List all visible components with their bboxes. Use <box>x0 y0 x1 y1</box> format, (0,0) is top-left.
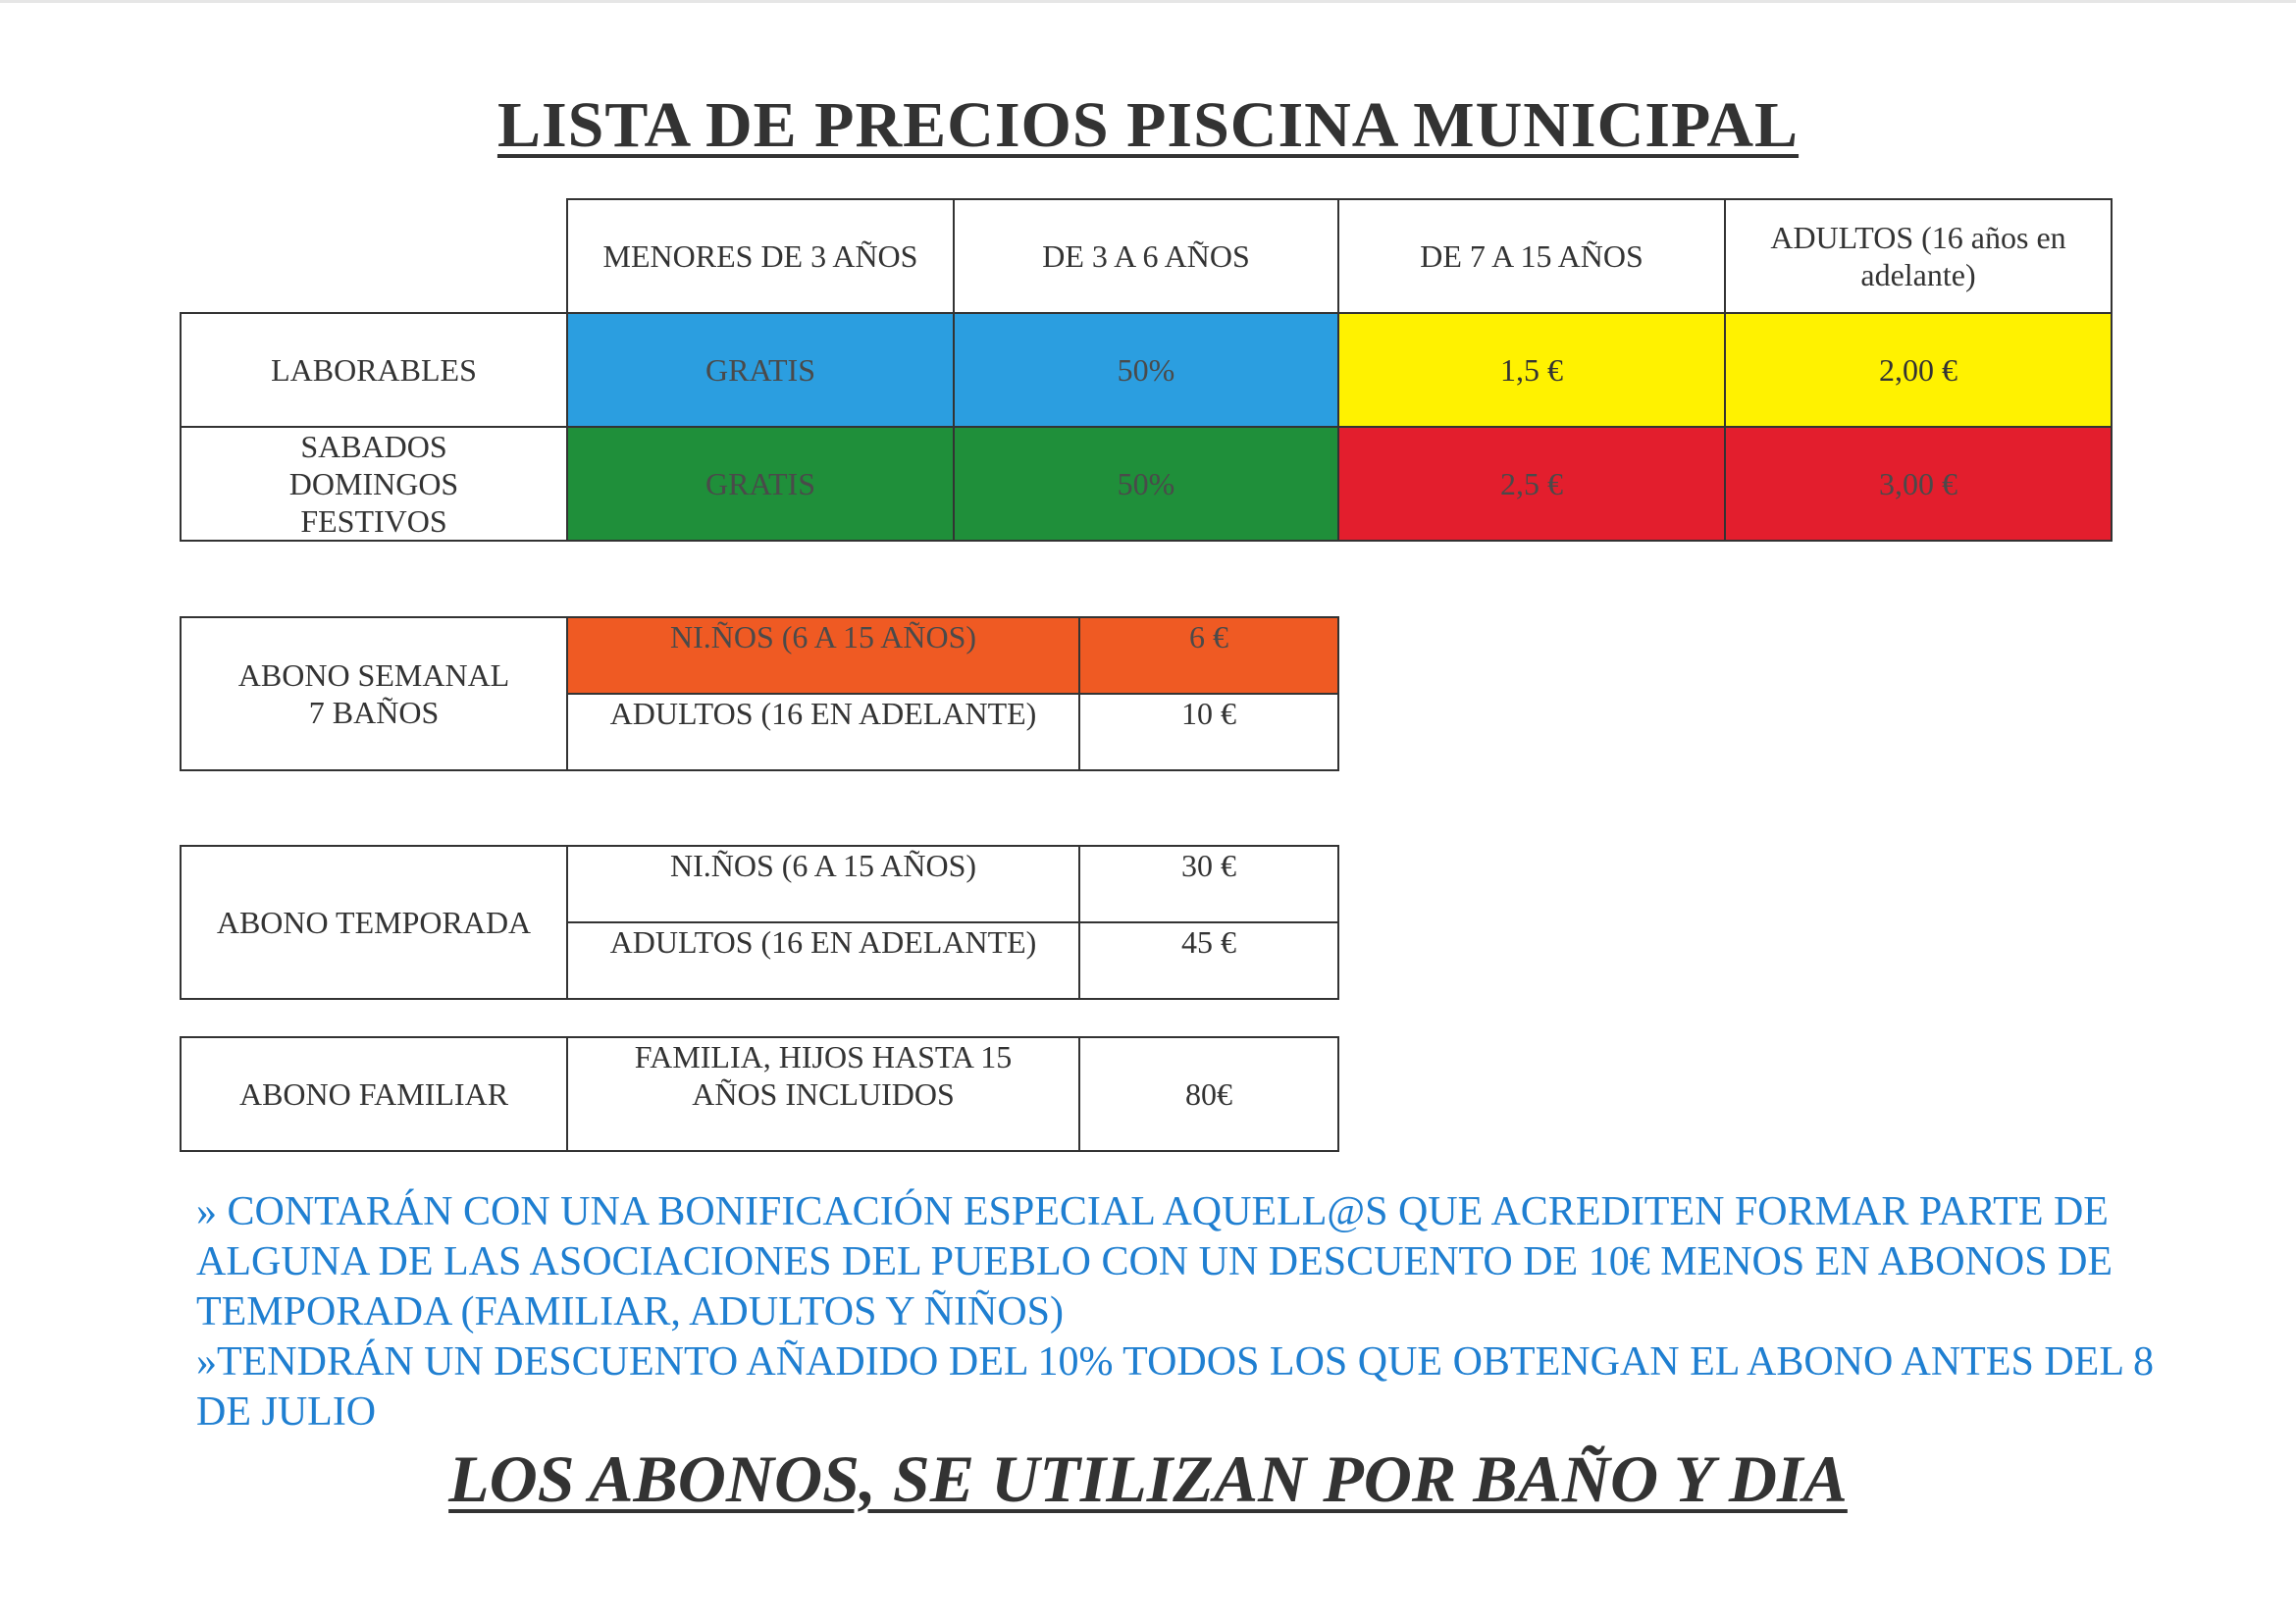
price-header-row <box>181 199 2112 313</box>
header-under-3: MENORES DE 3 AÑOS <box>567 199 954 313</box>
weekly-pass-label-line1: ABONO SEMANAL <box>237 657 510 693</box>
price-weekend-under-3: GRATIS <box>567 427 954 541</box>
price-table <box>180 198 2113 542</box>
weekly-pass-adults-price: 10 € <box>1079 694 1338 770</box>
family-pass-row <box>181 1037 1338 1151</box>
season-pass-kids-category: NI.ÑOS (6 A 15 AÑOS) <box>567 846 1079 922</box>
weekly-pass-kids-category: NI.ÑOS (6 A 15 AÑOS) <box>567 617 1079 694</box>
season-pass-adults-price: 45 € <box>1079 922 1338 999</box>
header-corner-cell <box>181 199 567 313</box>
season-pass-row-kids <box>181 846 1338 922</box>
weekly-pass-adults-category: ADULTOS (16 EN ADELANTE) <box>567 694 1079 770</box>
weekly-pass-label-line2: 7 BAÑOS <box>308 695 440 730</box>
season-pass-adults-category: ADULTOS (16 EN ADELANTE) <box>567 922 1079 999</box>
price-weekday-7-to-15: 1,5 € <box>1338 313 1725 427</box>
price-weekday-adults: 2,00 € <box>1725 313 2112 427</box>
weekly-pass-table <box>180 616 1339 771</box>
note-early-discount: »TENDRÁN UN DESCUENTO AÑADIDO DEL 10% TODOS LOS QUE OBTENGAN EL ABONO ANTES DEL 8 DE JULIO <box>196 1339 2154 1435</box>
family-pass-table <box>180 1036 1339 1152</box>
price-row-weekdays <box>181 313 2112 427</box>
price-weekend-7-to-15: 2,5 € <box>1338 427 1725 541</box>
family-pass-category: FAMILIA, HIJOS HASTA 15 AÑOS INCLUIDOS <box>567 1037 1079 1151</box>
discount-notes <box>196 1187 2159 1438</box>
price-weekday-under-3: GRATIS <box>567 313 954 427</box>
page-title: LISTA DE PRECIOS PISCINA MUNICIPAL <box>496 89 1800 161</box>
family-pass-label: ABONO FAMILIAR <box>181 1037 567 1151</box>
price-weekend-adults: 3,00 € <box>1725 427 2112 541</box>
season-pass-kids-price: 30 € <box>1079 846 1338 922</box>
header-adults: ADULTOS (16 años en adelante) <box>1725 199 2112 313</box>
row-label-weekends: SABADOS DOMINGOS FESTIVOS <box>181 427 567 541</box>
price-weekday-3-to-6: 50% <box>954 313 1338 427</box>
price-row-weekends <box>181 427 2112 541</box>
footer-notice: LOS ABONOS, SE UTILIZAN POR BAÑO Y DIA <box>448 1441 1848 1516</box>
season-pass-table <box>180 845 1339 1000</box>
header-7-to-15: DE 7 A 15 AÑOS <box>1338 199 1725 313</box>
weekly-pass-kids-price: 6 € <box>1079 617 1338 694</box>
price-weekend-3-to-6: 50% <box>954 427 1338 541</box>
weekly-pass-row-kids <box>181 617 1338 694</box>
season-pass-label: ABONO TEMPORADA <box>181 846 567 999</box>
note-association-discount: » CONTARÁN CON UNA BONIFICACIÓN ESPECIAL AQUELL@S QUE ACREDITEN FORMAR PARTE DE ALGUNA DE LAS ASOCIACIONES DEL PUEBLO CON UN DESCUENTO DE 10€ MENOS EN ABONOS DE TEMPORADA (FAMILIAR, ADULTOS Y ÑIÑOS) <box>196 1189 2113 1335</box>
header-3-to-6: DE 3 A 6 AÑOS <box>954 199 1338 313</box>
scan-top-edge <box>0 0 2296 3</box>
family-pass-price: 80€ <box>1079 1037 1338 1151</box>
weekly-pass-label <box>181 617 567 770</box>
row-label-weekdays: LABORABLES <box>181 313 567 427</box>
